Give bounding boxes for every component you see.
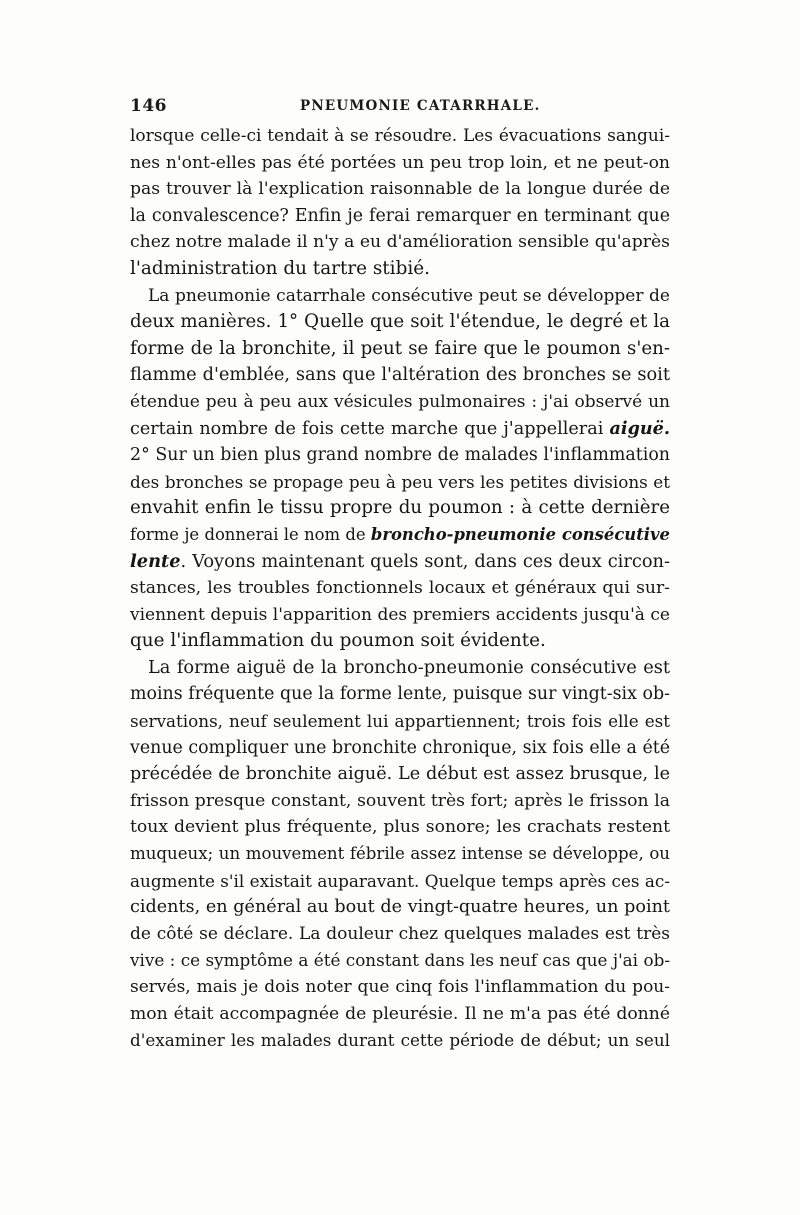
text-line: stances, les troubles fonctionnels locaux et généraux qui sur-	[130, 578, 670, 599]
text-line: servations, neuf seulement lui appartiennent; trois fois elle est	[130, 711, 670, 732]
text-line: toux devient plus fréquente, plus sonore; les crachats restent	[130, 817, 670, 838]
text-line: chez notre malade il n'y a eu d'amélioration sensible qu'après	[130, 232, 670, 253]
running-title: PNEUMONIE CATARRHALE.	[300, 98, 541, 114]
text-line: vive : ce symptôme a été constant dans les neuf cas que j'ai ob-	[130, 950, 670, 971]
text-line: muqueux; un mouvement fébrile assez intense se développe, ou	[130, 844, 670, 864]
text-line: nes n'ont-elles pas été portées un peu trop loin, et ne peut-on	[130, 152, 670, 173]
text-line: servés, mais je dois noter que cinq fois l'inflammation du pou-	[130, 977, 670, 997]
text-line-with-italic	[130, 549, 670, 576]
text-line-with-italic	[130, 416, 670, 443]
text-line: La forme aiguë de la broncho-pneumonie consécutive est	[148, 656, 670, 678]
text-line: forme de la bronchite, il peut se faire que le poumon s'en-	[130, 337, 670, 359]
page-header	[130, 96, 670, 120]
text-line: l'administration du tartre stibié.	[130, 257, 430, 279]
body-text	[130, 123, 670, 1054]
text-line: pas trouver là l'explication raisonnable de la longue durée de	[130, 179, 670, 200]
page-number: 146	[130, 96, 167, 116]
text-line: moins fréquente que la forme lente, puisque sur vingt-six ob-	[130, 684, 670, 705]
text-line-with-italic	[130, 522, 670, 549]
text-segment: . Voyons maintenant quels sont, dans ces deux circon-	[180, 550, 670, 572]
text-segment: forme je donnerai le nom de	[130, 524, 371, 544]
italic-term: broncho-pneumonie consécutive	[370, 524, 670, 544]
text-line: que l'inflammation du poumon soit évidente.	[130, 630, 546, 652]
text-segment: certain nombre de fois cette marche que j'appellerai	[130, 418, 610, 439]
text-line: étendue peu à peu aux vésicules pulmonaires : j'ai observé un	[130, 391, 670, 412]
text-line: envahit enfin le tissu propre du poumon : à cette dernière	[130, 497, 670, 519]
text-line: la convalescence? Enfin je ferai remarquer en terminant que	[130, 205, 670, 226]
italic-term: aiguë.	[609, 417, 670, 439]
text-line: augmente s'il existait auparavant. Quelque temps après ces ac-	[130, 870, 670, 891]
text-line: deux manières. 1° Quelle que soit l'étendue, le degré et la	[130, 311, 670, 333]
text-line: flamme d'emblée, sans que l'altération des bronches se soit	[130, 364, 670, 386]
text-line: cidents, en général au bout de vingt-quatre heures, un point	[130, 897, 670, 918]
italic-term: lente	[130, 550, 181, 572]
text-line: précédée de bronchite aiguë. Le début est assez brusque, le	[130, 764, 670, 785]
text-line: mon était accompagnée de pleurésie. Il ne m'a pas été donné	[130, 1003, 670, 1024]
text-line: venue compliquer une bronchite chronique, six fois elle a été	[130, 737, 671, 758]
text-line: lorsque celle-ci tendait à se résoudre. Les évacuations sangui-	[130, 126, 670, 146]
text-line: La pneumonie catarrhale consécutive peut se développer de	[148, 285, 670, 306]
text-line: des bronches se propage peu à peu vers les petites divisions et	[130, 471, 670, 492]
text-line: viennent depuis l'apparition des premiers accidents jusqu'à ce	[130, 604, 670, 625]
text-line: 2° Sur un bien plus grand nombre de malades l'inflammation	[130, 445, 670, 466]
text-line: de côté se déclare. La douleur chez quelques malades est très	[130, 923, 670, 944]
text-line: d'examiner les malades durant cette période de début; un seul	[130, 1030, 670, 1051]
text-line: frisson presque constant, souvent très fort; après le frisson la	[130, 790, 670, 811]
